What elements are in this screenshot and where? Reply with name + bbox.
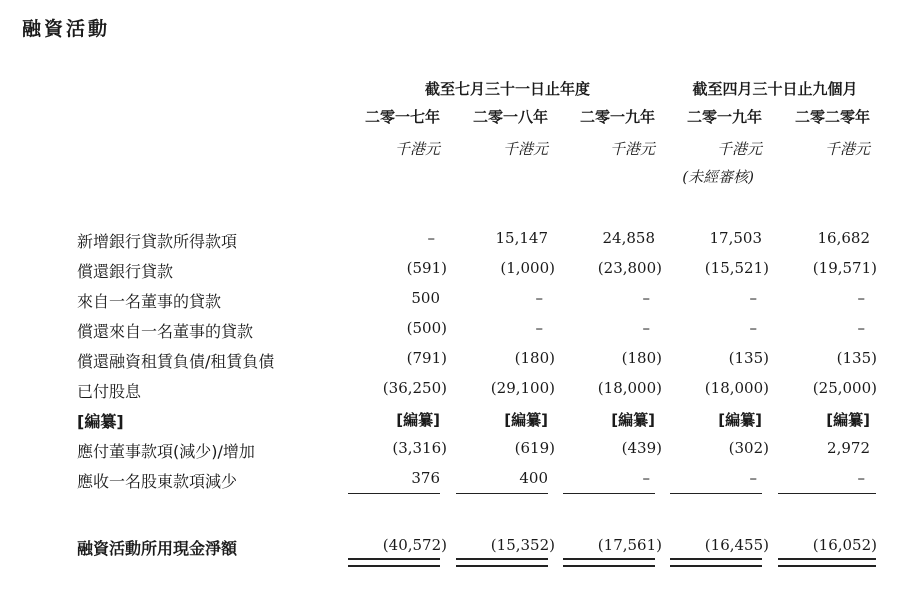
row-label: 償還融資租賃負債/租賃負債 (77, 352, 275, 371)
total-double-rule (563, 558, 655, 567)
row-label: 應收一名股東款項減少 (77, 472, 238, 491)
table-cell: – (427, 229, 435, 247)
row-label: [編纂] (77, 412, 124, 431)
table-cell: 500 (411, 289, 440, 307)
total-cell: (40,572) (382, 536, 447, 554)
subtotal-rule (348, 493, 440, 494)
table-cell: – (749, 469, 757, 487)
subtotal-rule (563, 493, 655, 494)
table-cell: (302) (728, 439, 769, 457)
column-unit-3: 千港元 (716, 140, 762, 158)
column-unit-0: 千港元 (394, 140, 440, 158)
total-cell: (17,561) (597, 536, 662, 554)
table-cell: 400 (519, 469, 548, 487)
table-cell: (180) (514, 349, 555, 367)
total-cell: (16,052) (812, 536, 877, 554)
table-cell: (180) (621, 349, 662, 367)
table-cell: – (857, 289, 865, 307)
table-cell: 17,503 (709, 229, 762, 247)
table-cell: (3,316) (392, 439, 447, 457)
column-year-3: 二零一九年 (686, 108, 762, 126)
table-cell: – (642, 289, 650, 307)
group-header-fiscal-year: 截至七月三十一日止年度 (424, 80, 590, 98)
column-year-4: 二零二零年 (794, 108, 870, 126)
table-cell: (25,000) (812, 379, 877, 397)
section-title: 融資活動 (22, 18, 111, 40)
table-cell: (135) (836, 349, 877, 367)
row-label: 償還銀行貸款 (77, 262, 174, 281)
column-year-2: 二零一九年 (579, 108, 655, 126)
table-cell: (591) (406, 259, 447, 277)
row-label: 來自一名董事的貸款 (77, 292, 222, 311)
table-cell: [編纂] (611, 411, 655, 429)
table-cell: (18,000) (704, 379, 769, 397)
row-label: 已付股息 (77, 382, 142, 401)
table-cell: (23,800) (597, 259, 662, 277)
table-cell: – (535, 289, 543, 307)
table-cell: – (857, 319, 865, 337)
table-cell: 2,972 (827, 439, 870, 457)
subtotal-rule (670, 493, 762, 494)
table-cell: [編纂] (504, 411, 548, 429)
table-cell: [編纂] (718, 411, 762, 429)
table-cell: – (749, 319, 757, 337)
column-note-3: (未經審核) (682, 168, 754, 186)
total-double-rule (778, 558, 876, 567)
column-unit-2: 千港元 (609, 140, 655, 158)
table-cell: – (857, 469, 865, 487)
column-unit-4: 千港元 (824, 140, 870, 158)
total-double-rule (348, 558, 440, 567)
table-cell: (791) (406, 349, 447, 367)
total-label: 融資活動所用現金淨額 (77, 539, 238, 558)
table-cell: (36,250) (382, 379, 447, 397)
table-cell: – (749, 289, 757, 307)
table-cell: 24,858 (602, 229, 655, 247)
row-label: 應付董事款項(減少)/增加 (77, 442, 255, 461)
table-cell: (18,000) (597, 379, 662, 397)
table-cell: 15,147 (495, 229, 548, 247)
table-cell: (619) (514, 439, 555, 457)
table-cell: (15,521) (704, 259, 769, 277)
table-cell: – (535, 319, 543, 337)
table-cell: – (642, 319, 650, 337)
total-double-rule (670, 558, 762, 567)
table-cell: 376 (411, 469, 440, 487)
row-label: 新增銀行貸款所得款項 (77, 232, 238, 251)
row-label: 償還來自一名董事的貸款 (77, 322, 254, 341)
column-year-0: 二零一七年 (364, 108, 440, 126)
table-cell: (29,100) (490, 379, 555, 397)
table-cell: – (642, 469, 650, 487)
total-double-rule (456, 558, 548, 567)
table-cell: (500) (406, 319, 447, 337)
total-cell: (15,352) (490, 536, 555, 554)
table-cell: (1,000) (500, 259, 555, 277)
column-unit-1: 千港元 (502, 140, 548, 158)
subtotal-rule (456, 493, 548, 494)
table-cell: (19,571) (812, 259, 877, 277)
table-cell: (439) (621, 439, 662, 457)
table-cell: 16,682 (817, 229, 870, 247)
table-cell: [編纂] (396, 411, 440, 429)
table-cell: (135) (728, 349, 769, 367)
table-cell: [編纂] (826, 411, 870, 429)
group-header-nine-months: 截至四月三十日止九個月 (692, 80, 858, 98)
total-cell: (16,455) (704, 536, 769, 554)
subtotal-rule (778, 493, 876, 494)
column-year-1: 二零一八年 (472, 108, 548, 126)
